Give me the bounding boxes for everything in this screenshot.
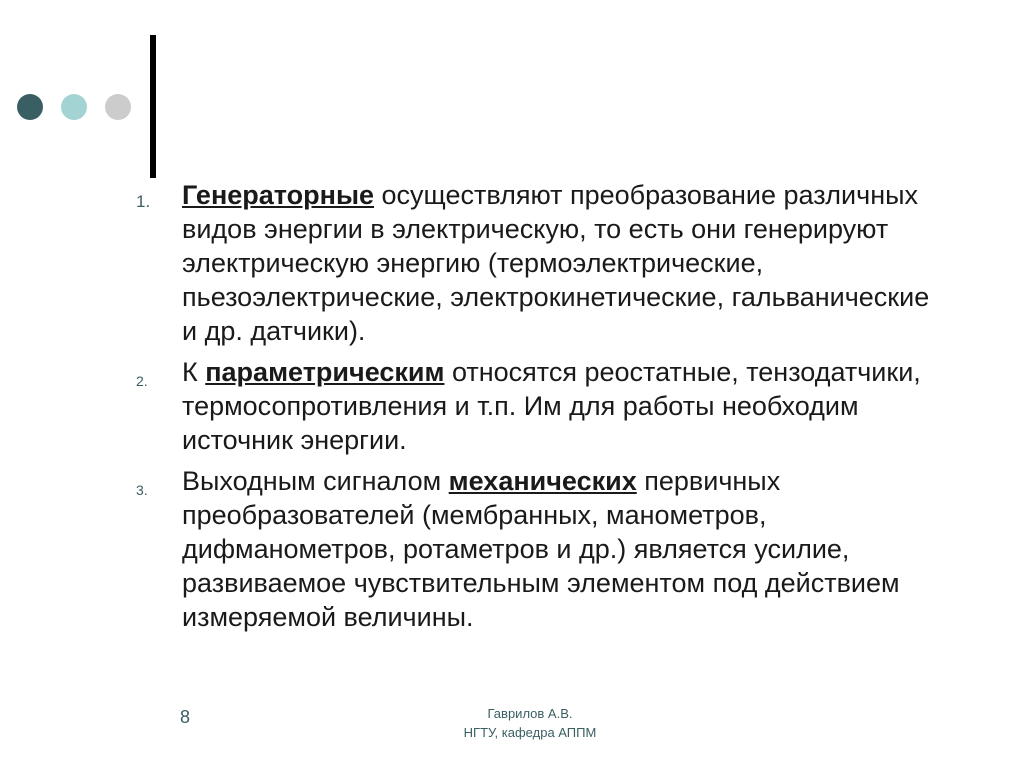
item-text: осуществляют преобразование различных видов энергии в электрическую, то есть они генерируют электрическую энергию (термоэлектрические, пьезоэлектрические, электрокинетические, гальванические и др. датчики). [182, 180, 930, 346]
list-number: 1. [136, 192, 151, 211]
page-number: 8 [180, 707, 191, 727]
footer-affiliation: НГТУ, кафедра АППМ [463, 725, 597, 740]
item-term: механических [448, 466, 637, 496]
item-term: Генераторные [182, 180, 375, 210]
item-text: первичных преобразователей (мембранных, манометров, дифманометров, ротаметров и др.) является усилие, развиваемое чувствительным элементом под действием измеряемой величины. [182, 466, 900, 632]
item-prefix: Выходным сигналом [182, 466, 449, 496]
list-item [130, 355, 950, 457]
content-list [130, 178, 950, 641]
decor-dot-gray [105, 94, 131, 120]
list-item [130, 464, 950, 634]
list-item [130, 178, 950, 348]
item-prefix: К [182, 357, 206, 387]
decor-vertical-bar [150, 35, 156, 178]
item-text: относятся реостатные, тензодатчики, термосопротивления и т.п. Им для работы необходим источник энергии. [182, 357, 921, 455]
list-number: 3. [136, 482, 148, 498]
item-term: параметрическим [205, 357, 445, 387]
list-number: 2. [136, 373, 148, 389]
footer-author: Гаврилов А.В. [487, 706, 573, 721]
decor-dot-dark [17, 94, 43, 120]
decor-dot-light [61, 94, 87, 120]
footer-credits [430, 704, 630, 742]
